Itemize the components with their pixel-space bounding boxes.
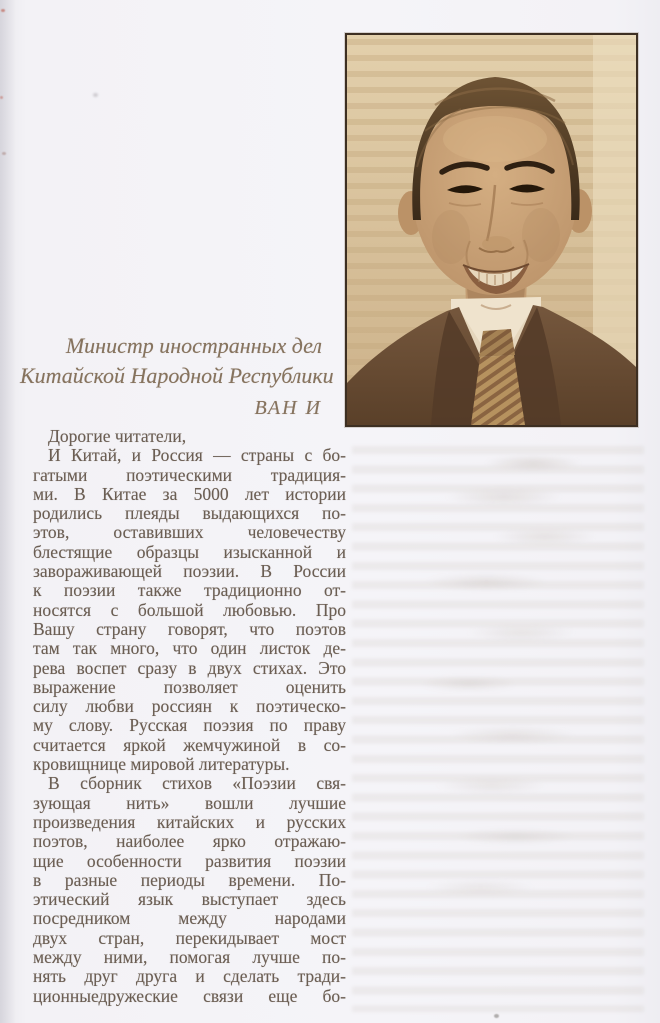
body-line: щие особенности развития поэзии — [33, 850, 346, 871]
body-line: блестящие образцы изысканной и — [33, 541, 346, 562]
body-line: родились плеяды выдающихся по- — [33, 503, 346, 524]
author-name: ВАН И — [254, 397, 322, 419]
paper-speck — [93, 93, 98, 97]
body-line: носятся с большой любовью. Про — [33, 599, 346, 620]
body-line: гатыми поэтическими традиция- — [33, 464, 346, 485]
letter-body — [33, 427, 346, 1006]
body-line: этов, оставивших человечеству — [33, 522, 346, 543]
body-line: там так много, что один листок де- — [33, 638, 346, 659]
body-line: Вашу страну говорят, что поэтов — [33, 618, 346, 639]
body-line: между ними, помогая лучше по- — [33, 947, 346, 968]
body-line: рева воспет сразу в двух стихах. Это — [33, 657, 346, 678]
body-line: В сборник стихов «Поэзии свя- — [48, 773, 346, 794]
scan-speck — [0, 96, 3, 99]
body-line: ционныедружеские связи еще бо- — [33, 985, 346, 1006]
portrait-photo — [345, 33, 638, 427]
scan-speck — [2, 152, 6, 155]
body-line: завораживающей поэзии. В России — [33, 561, 346, 582]
minister-title-line2: Китайской Народной Республики — [20, 363, 334, 388]
body-line: силу любви россиян к поэтическо- — [33, 696, 346, 717]
body-line: ми. В Китае за 5000 лет истории — [33, 483, 346, 504]
body-line: посредником между народами — [33, 908, 346, 929]
body-line: му слову. Русская поэзия по праву — [33, 715, 346, 736]
body-line: нять друг друга и сделать тради- — [33, 966, 346, 987]
body-line: поэтов, наиболее ярко отражаю- — [33, 831, 346, 852]
body-line: выражение позволяет оценить — [33, 676, 346, 697]
paper-speck — [494, 1014, 499, 1018]
body-line: произведения китайских и русских — [33, 811, 346, 832]
body-line: считается яркой жемчужиной в со- — [33, 734, 346, 755]
body-line: к поэзии также традиционно от- — [33, 580, 346, 601]
author-title-block — [20, 331, 334, 423]
body-line: этический язык выступает здесь — [33, 889, 346, 910]
body-line: зующая нить» вошли лучшие — [33, 792, 346, 813]
body-line: кровищнице мировой литературы. — [33, 754, 290, 775]
portrait-illustration — [347, 35, 636, 425]
body-line: Дорогие читатели, — [48, 426, 187, 446]
body-line: в разные периоды времени. По- — [33, 869, 346, 890]
bleed-through-text — [352, 446, 644, 1012]
body-line: двух стран, перекидывает мост — [33, 927, 346, 948]
body-line: И Китай, и Россия — страны с бо- — [48, 445, 346, 466]
minister-title-line1: Министр иностранных дел — [65, 333, 322, 358]
scan-speck — [1, 9, 5, 12]
